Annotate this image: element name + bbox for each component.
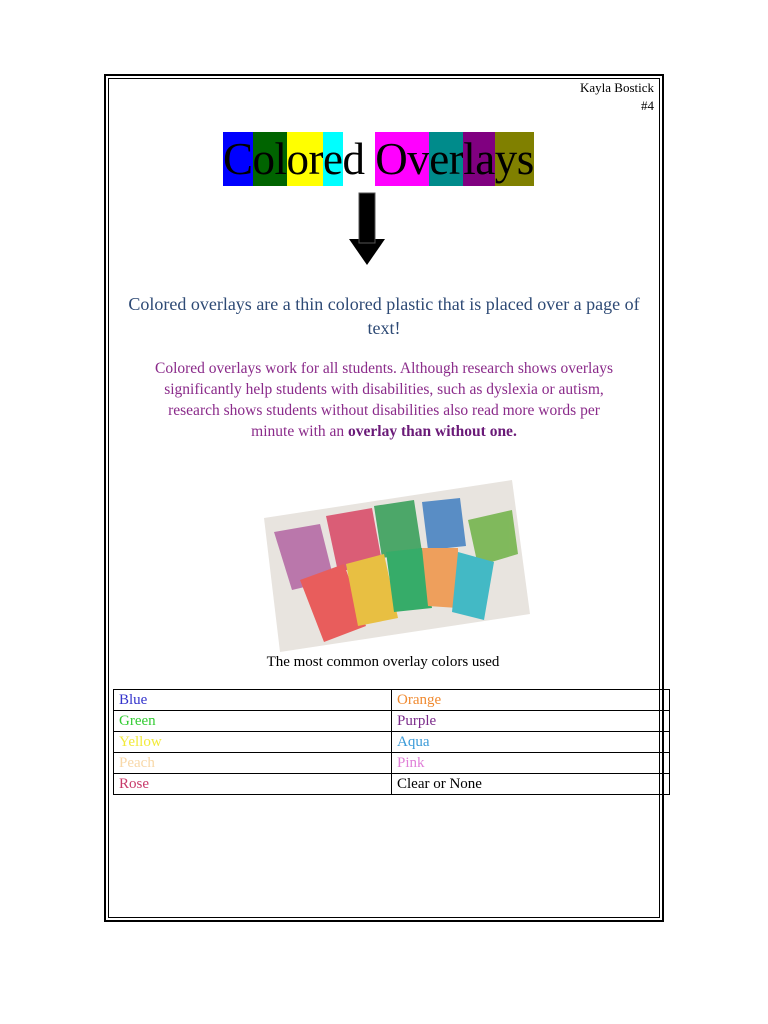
- table-cell: Orange: [392, 690, 670, 711]
- title-segment: C: [223, 134, 253, 184]
- photo-caption: The most common overlay colors used: [266, 654, 500, 670]
- title-segment: ol: [252, 134, 287, 184]
- table-row: [114, 774, 670, 795]
- page-title: [223, 132, 534, 186]
- header-meta: [580, 79, 654, 115]
- title-segment: or: [286, 134, 324, 184]
- title-segment: e: [323, 134, 343, 184]
- table-cell: Aqua: [392, 732, 670, 753]
- table-cell: Blue: [114, 690, 392, 711]
- overlays-photo: [262, 480, 532, 652]
- table-cell: Green: [114, 711, 392, 732]
- overlay-colors-table: [113, 689, 670, 795]
- table-cell: Yellow: [114, 732, 392, 753]
- table-row: [114, 753, 670, 774]
- body-paragraph: [146, 358, 622, 442]
- lead-text: Colored overlays are a thin colored plastic that is placed over a page of text!: [128, 294, 640, 338]
- title-segment: Ov: [375, 134, 430, 184]
- table-row: [114, 732, 670, 753]
- title-segment: d: [342, 134, 376, 184]
- title-segment: er: [429, 134, 464, 184]
- down-arrow-icon: [348, 192, 386, 268]
- body-text-regular: Colored overlays work for all students. Although research shows overlays significantly help students with disabilities, such as dyslexia or autism, research shows students without disabilities also read more words per minute with an: [154, 360, 613, 440]
- table-row: [114, 690, 670, 711]
- table-row: [114, 711, 670, 732]
- table-cell: Purple: [392, 711, 670, 732]
- table-cell: Rose: [114, 774, 392, 795]
- body-text-bold: overlay than without one.: [348, 423, 517, 440]
- title-segment: la: [463, 134, 495, 184]
- author-name: Kayla Bostick: [579, 80, 654, 95]
- table-cell: Peach: [114, 753, 392, 774]
- title-segment: ys: [494, 134, 534, 184]
- table-cell: Pink: [392, 753, 670, 774]
- table-cell: Clear or None: [392, 774, 670, 795]
- page-number: #4: [641, 98, 654, 113]
